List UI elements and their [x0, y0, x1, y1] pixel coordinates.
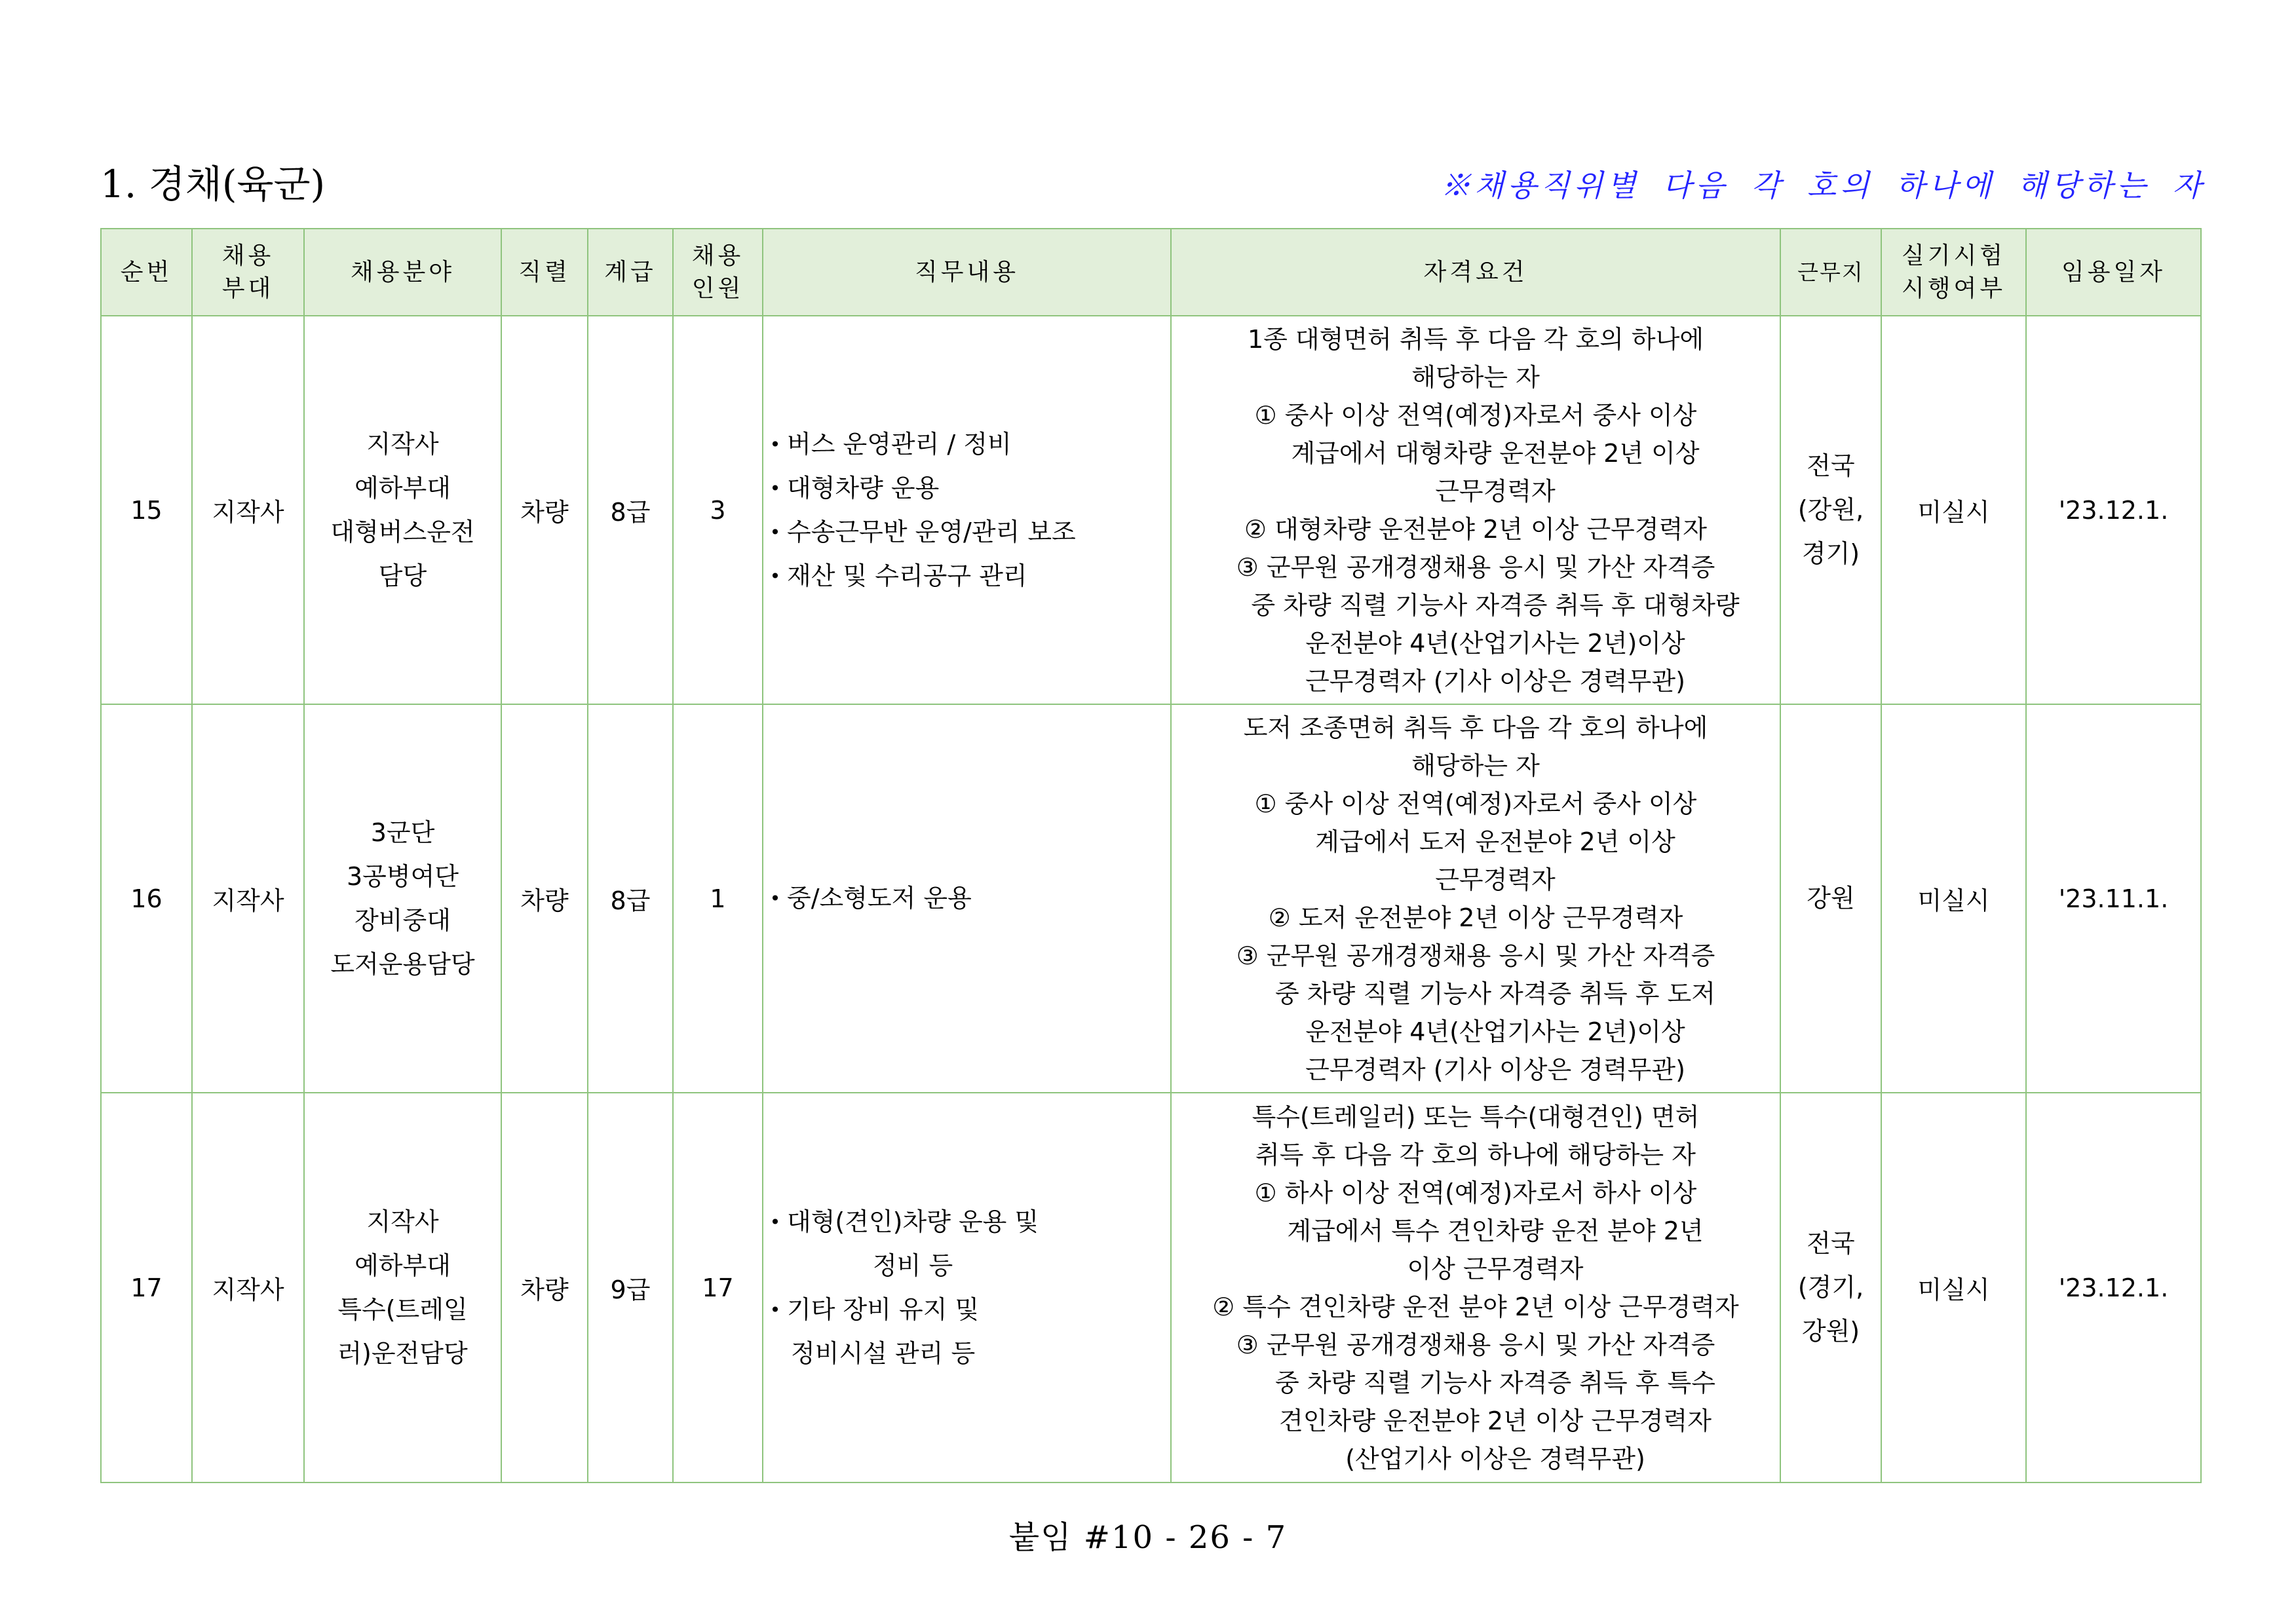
cell-appointment-date: '23.12.1.	[2026, 316, 2201, 704]
bullet-icon: •	[769, 1298, 781, 1321]
cell-practical-exam: 미실시	[1881, 704, 2026, 1093]
duty-line: 정비시설 관리 등	[791, 1338, 976, 1368]
cell-practical-exam: 미실시	[1881, 1093, 2026, 1482]
cell-unit: 지작사	[192, 704, 304, 1093]
cell-no: 17	[101, 1093, 192, 1482]
qualification-line: 해당하는 자	[1411, 751, 1540, 780]
page-number: 붙임 #10 - 26 - 7	[1008, 1519, 1288, 1556]
qualification-line: 계급에서 도저 운전분야 2년 이상	[1315, 827, 1675, 856]
qualification-line: 근무경력자	[1435, 476, 1556, 506]
qualification-line: ② 대형차량 운전분야 2년 이상 근무경력자	[1244, 514, 1707, 544]
duty-item	[763, 423, 1170, 466]
field-line: 예하부대	[354, 473, 451, 502]
location-line: (경기,	[1797, 1273, 1864, 1302]
cell-no: 16	[101, 704, 192, 1093]
duty-line: 버스 운영관리 / 정비	[787, 429, 1012, 459]
cell-series: 차량	[501, 1093, 588, 1482]
cell-headcount: 17	[673, 1093, 763, 1482]
cell-field	[304, 704, 501, 1093]
duty-item	[763, 1288, 1170, 1376]
qualification-line: 이상 근무경력자	[1407, 1254, 1584, 1283]
bullet-icon: •	[769, 477, 781, 499]
field-line: 지작사	[366, 429, 439, 459]
location-line: 강원)	[1801, 1317, 1860, 1346]
field-line: 예하부대	[354, 1251, 451, 1280]
cell-grade: 8급	[588, 704, 673, 1093]
bullet-icon: •	[769, 565, 781, 587]
qualification-line: 계급에서 특수 견인차량 운전 분야 2년	[1287, 1216, 1704, 1245]
qualification-line: 근무경력자 (기사 이상은 경력무관)	[1305, 666, 1685, 696]
cell-no: 15	[101, 316, 192, 704]
cell-qualifications	[1171, 1093, 1780, 1482]
cell-field	[304, 1093, 501, 1482]
header-location: 근무지	[1780, 229, 1881, 316]
duty-line: 수송근무반 운영/관리 보조	[787, 517, 1076, 546]
field-line: 담당	[378, 561, 427, 590]
location-line: 전국	[1807, 451, 1855, 480]
field-line: 장비중대	[354, 905, 451, 935]
table-header-row	[101, 229, 2201, 316]
qualification-line: ③ 군무원 공개경쟁채용 응시 및 가산 자격증	[1236, 552, 1715, 582]
duty-line: 정비 등	[872, 1251, 953, 1280]
cell-grade: 8급	[588, 316, 673, 704]
qualification-line: 근무경력자	[1435, 865, 1556, 894]
bullet-icon: •	[769, 888, 781, 909]
location-line: 경기)	[1801, 539, 1860, 568]
cell-duties	[763, 704, 1171, 1093]
cell-qualifications	[1171, 316, 1780, 704]
cell-series: 차량	[501, 316, 588, 704]
duty-item	[763, 510, 1170, 554]
qualification-line: 특수(트레일러) 또는 특수(대형견인) 면허	[1252, 1102, 1700, 1131]
qualification-line: 근무경력자 (기사 이상은 경력무관)	[1305, 1055, 1685, 1084]
qualification-line: ③ 군무원 공개경쟁채용 응시 및 가산 자격증	[1236, 941, 1715, 970]
duty-item	[763, 1200, 1170, 1288]
qualification-line: 견인차량 운전분야 2년 이상 근무경력자	[1279, 1406, 1712, 1435]
qualification-line: 중 차량 직렬 기능사 자격증 취득 후 도저	[1275, 979, 1715, 1008]
qualification-line: 해당하는 자	[1411, 362, 1540, 392]
qualification-line: 1종 대형면허 취득 후 다음 각 호의 하나에	[1247, 324, 1704, 354]
cell-series: 차량	[501, 704, 588, 1093]
qualification-line: ② 도저 운전분야 2년 이상 근무경력자	[1268, 903, 1683, 932]
cell-duties	[763, 1093, 1171, 1482]
field-line: 러)운전담당	[337, 1338, 468, 1368]
cell-qualifications	[1171, 704, 1780, 1093]
header-no: 순번	[101, 229, 192, 316]
table-row	[101, 316, 2201, 704]
header-practical-exam: 실기시험 시행여부	[1881, 229, 2026, 316]
duty-line: 중/소형도저 운용	[787, 884, 972, 913]
eligibility-note: ※채용직위별 다음 각 호의 하나에 해당하는 자	[1440, 168, 2206, 203]
table-row	[101, 704, 2201, 1093]
qualification-line: 중 차량 직렬 기능사 자격증 취득 후 대형차량	[1251, 590, 1740, 620]
header-duties: 직무내용	[763, 229, 1171, 316]
cell-headcount: 3	[673, 316, 763, 704]
field-line: 3군단	[370, 818, 435, 847]
qualification-line: 중 차량 직렬 기능사 자격증 취득 후 특수	[1275, 1368, 1715, 1397]
cell-unit: 지작사	[192, 1093, 304, 1482]
cell-headcount: 1	[673, 704, 763, 1093]
cell-duties	[763, 316, 1171, 704]
duty-item	[763, 877, 1170, 920]
qualification-line: 계급에서 대형차량 운전분야 2년 이상	[1291, 438, 1700, 468]
cell-appointment-date: '23.11.1.	[2026, 704, 2201, 1093]
header-headcount: 채용 인원	[673, 229, 763, 316]
header-unit: 채용 부대	[192, 229, 304, 316]
field-line: 3공병여단	[346, 861, 459, 891]
qualification-line: (산업기사 이상은 경력무관)	[1345, 1444, 1645, 1473]
duty-line: 재산 및 수리공구 관리	[787, 561, 1027, 590]
qualification-line: ③ 군무원 공개경쟁채용 응시 및 가산 자격증	[1236, 1330, 1715, 1359]
location-line: 전국	[1807, 1229, 1855, 1258]
qualification-line: 도저 조종면허 취득 후 다음 각 호의 하나에	[1243, 713, 1708, 742]
qualification-line: 운전분야 4년(산업기사는 2년)이상	[1305, 628, 1685, 658]
bullet-icon: •	[769, 433, 781, 455]
qualification-line: ① 중사 이상 전역(예정)자로서 중사 이상	[1254, 789, 1697, 818]
bullet-icon: •	[769, 521, 781, 543]
qualification-line: ① 중사 이상 전역(예정)자로서 중사 이상	[1254, 400, 1697, 430]
header-field: 채용분야	[304, 229, 501, 316]
duty-item	[763, 554, 1170, 598]
duty-line: 대형(견인)차량 운용 및	[787, 1207, 1039, 1236]
field-line: 대형버스운전	[330, 517, 475, 546]
header-grade: 계급	[588, 229, 673, 316]
header-qualifications: 자격요건	[1171, 229, 1780, 316]
duty-line: 대형차량 운용	[787, 473, 940, 502]
recruitment-table	[100, 228, 2202, 1483]
qualification-line: 운전분야 4년(산업기사는 2년)이상	[1305, 1017, 1685, 1046]
cell-grade: 9급	[588, 1093, 673, 1482]
qualification-line: ② 특수 견인차량 운전 분야 2년 이상 근무경력자	[1212, 1292, 1739, 1321]
header-series: 직렬	[501, 229, 588, 316]
cell-location	[1780, 316, 1881, 704]
field-line: 특수(트레일	[337, 1294, 468, 1324]
cell-field	[304, 316, 501, 704]
table-row	[101, 1093, 2201, 1482]
cell-unit: 지작사	[192, 316, 304, 704]
qualification-line: ① 하사 이상 전역(예정)자로서 하사 이상	[1254, 1178, 1697, 1207]
cell-location	[1780, 1093, 1881, 1482]
location-line: 강원	[1807, 884, 1855, 913]
duty-item	[763, 466, 1170, 510]
duty-line: 기타 장비 유지 및	[787, 1294, 980, 1324]
qualification-line: 취득 후 다음 각 호의 하나에 해당하는 자	[1255, 1140, 1696, 1169]
header-appointment-date: 임용일자	[2026, 229, 2201, 316]
cell-practical-exam: 미실시	[1881, 316, 2026, 704]
field-line: 지작사	[366, 1207, 439, 1236]
cell-location	[1780, 704, 1881, 1093]
location-line: (강원,	[1797, 495, 1864, 524]
bullet-icon: •	[769, 1211, 781, 1233]
field-line: 도저운용담당	[330, 949, 475, 979]
page-title: 1. 경채(육군)	[100, 162, 326, 206]
cell-appointment-date: '23.12.1.	[2026, 1093, 2201, 1482]
